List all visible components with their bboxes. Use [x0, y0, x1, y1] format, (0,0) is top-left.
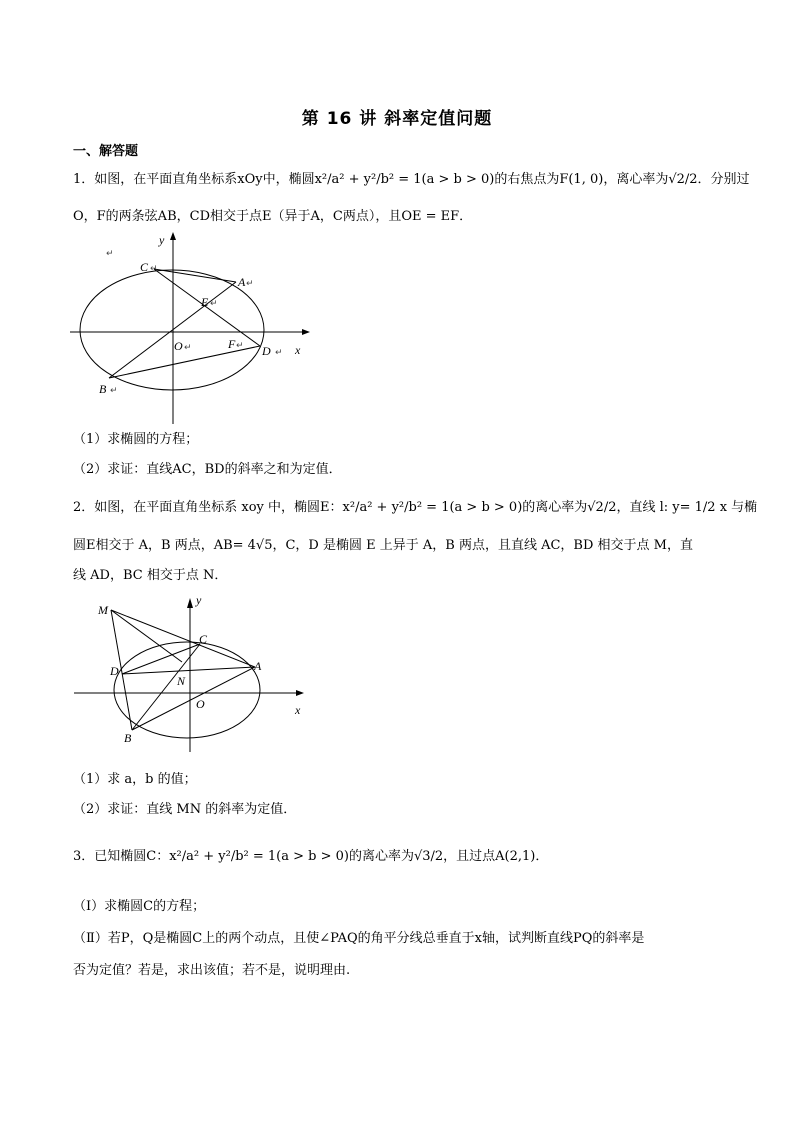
q1-label-F: F: [228, 337, 236, 351]
q1-label-x: x: [295, 343, 301, 357]
page-title: 第 16 讲 斜率定值问题: [301, 109, 493, 129]
q2-ellipse: [114, 642, 260, 738]
return-mark-icon: ↵: [184, 343, 192, 353]
q2-chord-AB: [132, 667, 255, 730]
q2-label-y: y: [196, 593, 202, 607]
q2-label-O: O: [196, 697, 205, 711]
q1-label-O: O: [174, 339, 183, 353]
return-mark-icon: ↵: [210, 299, 218, 309]
q3-sub-2: （Ⅱ）若P，Q是椭圆C上的两个动点，且使∠PAQ的角平分线总垂直于x轴，试判断直线PQ的斜率是: [73, 931, 645, 946]
q1-label-C: C: [140, 260, 149, 274]
q3-sub-2-cont: 否为定值？若是，求出该值；若不是，说明理由.: [73, 963, 351, 978]
q2-line-MN: [111, 610, 182, 662]
q1-ellipse-diagram: [70, 228, 310, 428]
q1-segment-AC: [154, 269, 236, 282]
q2-line-2: 圆E相交于 A，B 两点，AB= 4√5，C，D 是椭圆 E 上异于 A，B 两点，且直线 AC，BD 相交于点 M，直: [73, 538, 693, 553]
q2-sub-2: （2）求证：直线 MN 的斜率为定值．: [73, 802, 297, 817]
q1-sub-2: （2）求证：直线AC，BD的斜率之和为定值．: [73, 462, 342, 477]
return-mark-icon: ↵: [236, 341, 244, 351]
q1-label-E: E: [201, 295, 209, 309]
q2-ellipse-diagram: [70, 592, 310, 752]
q3-line-1: 3．已知椭圆C：x²/a² + y²/b² = 1(a > b > 0)的离心率为√3/2，且过点A(2,1)．: [73, 849, 549, 864]
q1-label-B: B: [99, 382, 107, 396]
return-mark-icon: ↵: [110, 386, 118, 396]
q2-figure: [70, 592, 310, 752]
q2-label-N: N: [177, 674, 186, 688]
q1-y-arrow-icon: [170, 232, 176, 240]
q1-line-1: 1．如图，在平面直角坐标系xOy中，椭圆x²/a² + y²/b² = 1(a > b > 0)的右焦点为F(1, 0)，离心率为√2/2．分别过: [73, 172, 750, 187]
q1-label-y: y: [159, 233, 165, 247]
q2-label-A: A: [254, 659, 262, 673]
q1-label-D: D: [262, 344, 271, 358]
q2-line-AD: [122, 667, 255, 674]
q2-y-arrow-icon: [187, 598, 193, 608]
q2-label-M: M: [98, 603, 108, 617]
q2-line-1: 2．如图，在平面直角坐标系 xoy 中，椭圆E：x²/a² + y²/b² = 1(a > b > 0)的离心率为√2/2，直线 l: y= 1/2 x 与椭: [73, 500, 758, 515]
return-mark-icon: ↵: [246, 279, 254, 289]
q1-figure: [70, 228, 310, 428]
q2-sub-1: （1）求 a，b 的值；: [73, 772, 197, 787]
q1-line-2: O，F的两条弦AB，CD相交于点E（异于A，C两点），且OE = EF．: [73, 209, 473, 224]
q2-label-B: B: [124, 731, 132, 745]
q2-label-x: x: [295, 703, 301, 717]
q3-sub-1: （Ⅰ）求椭圆C的方程；: [73, 899, 206, 914]
q2-line-3: 线 AD，BC 相交于点 N．: [73, 568, 228, 583]
return-mark-icon: ↵: [150, 264, 158, 274]
return-mark-icon: ↵: [106, 249, 114, 259]
q1-x-arrow-icon: [302, 329, 310, 335]
q2-x-arrow-icon: [296, 690, 304, 696]
q1-sub-1: （1）求椭圆的方程；: [73, 432, 199, 447]
return-mark-icon: ↵: [275, 348, 283, 358]
q2-label-C: C: [199, 632, 208, 646]
q1-label-A: A: [238, 275, 246, 289]
q2-label-D: D: [110, 664, 119, 678]
section-heading: 一、解答题: [73, 144, 139, 159]
